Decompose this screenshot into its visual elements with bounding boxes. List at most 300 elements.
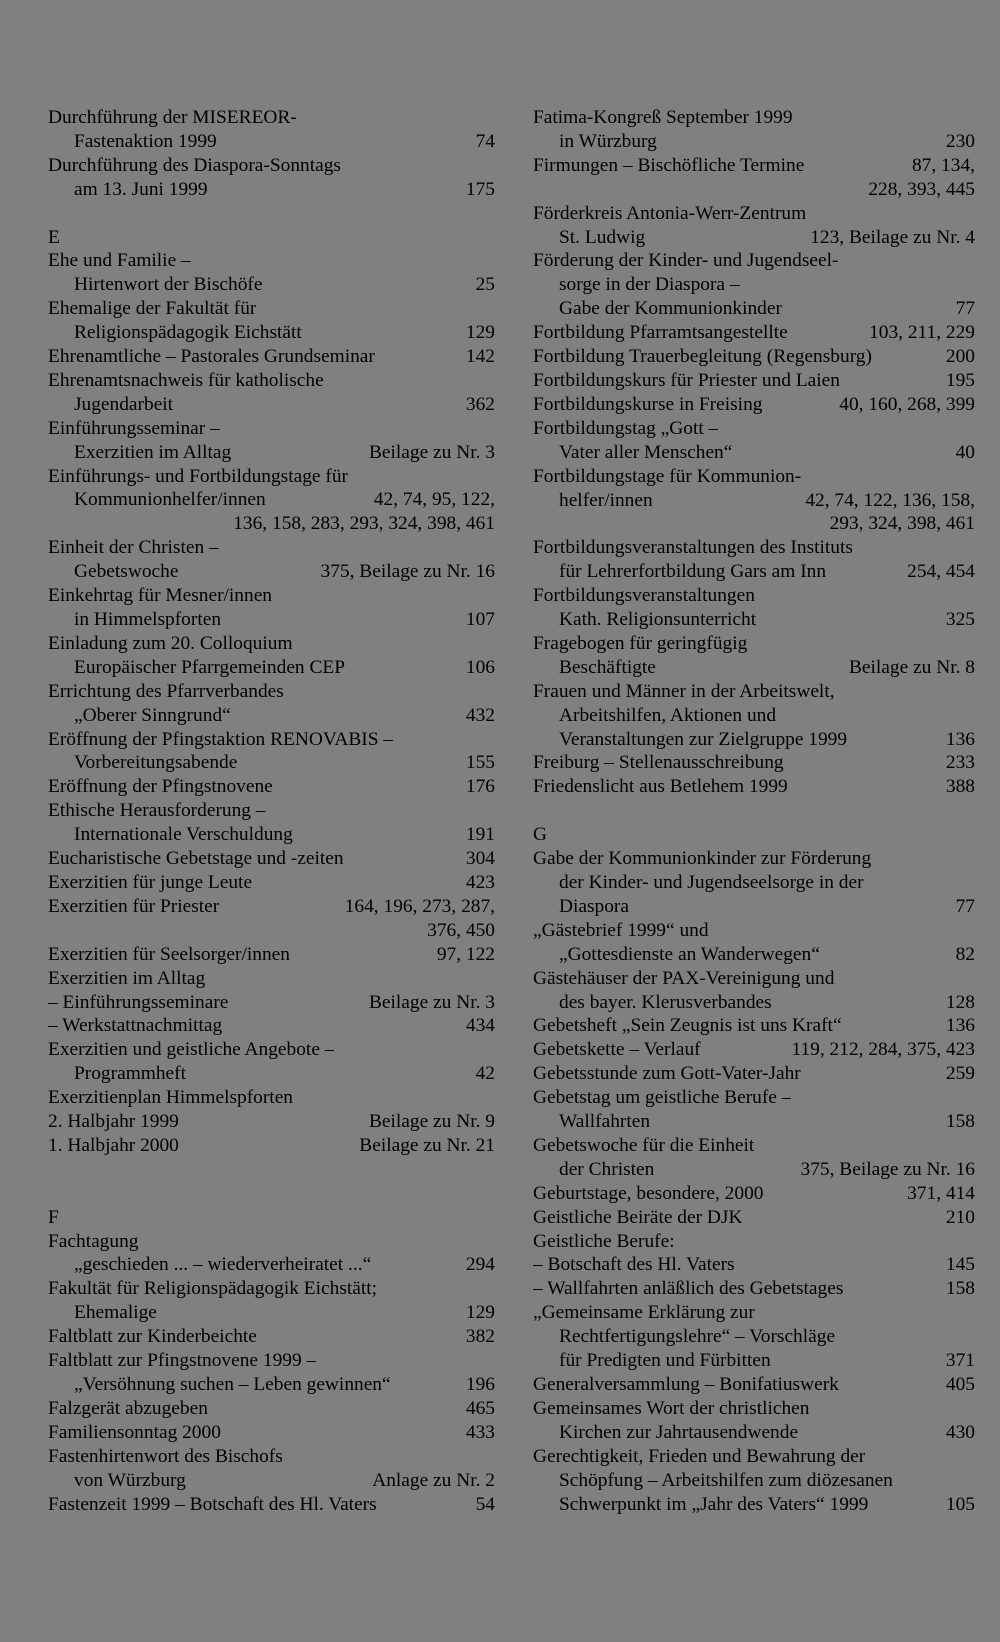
index-entry xyxy=(48,632,495,680)
index-entry xyxy=(533,1397,975,1445)
index-entry-line xyxy=(533,345,975,369)
page-reference: 25 xyxy=(475,274,495,296)
index-entry-line xyxy=(48,178,495,202)
page-reference: 200 xyxy=(945,346,975,368)
index-entry xyxy=(48,680,495,728)
page-reference: 294 xyxy=(465,1254,495,1276)
index-entry-line xyxy=(48,1038,495,1062)
index-entry-line xyxy=(48,1062,495,1086)
index-entry-line xyxy=(533,1349,975,1373)
index-entry-line xyxy=(48,465,495,489)
index-entry-line xyxy=(533,847,975,871)
index-entry xyxy=(533,1182,975,1206)
index-entry-text: Fortbildungstag „Gott – xyxy=(533,417,719,439)
page-reference: 42, 74, 122, 136, 158, xyxy=(805,489,975,511)
index-entry-text: Fortbildungsveranstaltungen xyxy=(533,585,755,607)
index-entry-line xyxy=(48,393,495,417)
index-entry xyxy=(48,345,495,369)
index-entry-text: der Christen xyxy=(559,1158,655,1180)
index-entry xyxy=(48,1493,495,1517)
index-entry xyxy=(533,1014,975,1038)
index-entry-line xyxy=(533,1134,975,1158)
index-entry xyxy=(533,1062,975,1086)
index-entry xyxy=(48,1230,495,1278)
index-entry xyxy=(533,465,975,537)
index-entry-line xyxy=(48,632,495,656)
index-entry-line xyxy=(48,297,495,321)
index-entry-line xyxy=(48,560,495,584)
section-spacer xyxy=(533,799,975,823)
index-entry-line xyxy=(533,1062,975,1086)
index-entry-text: Gebetswoche xyxy=(74,561,179,583)
index-entry-line xyxy=(533,919,975,943)
page-reference: Beilage zu Nr. 3 xyxy=(368,991,495,1013)
page-reference: 164, 196, 273, 287, xyxy=(344,895,495,917)
index-entry xyxy=(533,584,975,632)
index-entry-line xyxy=(533,1014,975,1038)
index-entry-text: Gebetswoche für die Einheit xyxy=(533,1134,755,1156)
index-entry-text: „Gemeinsame Erklärung zur xyxy=(533,1302,755,1324)
index-entry-text: Einführungs- und Fortbildungstage für xyxy=(48,465,348,487)
index-entry-line xyxy=(533,393,975,417)
page-reference: 128 xyxy=(945,991,975,1013)
index-entry-text: Familiensonntag 2000 xyxy=(48,1421,221,1443)
index-entry-text: Fortbildungstage für Kommunion- xyxy=(533,465,802,487)
index-entry-text: „Gottesdienste an Wanderwegen“ xyxy=(559,943,820,965)
index-entry-text: Eröffnung der Pfingstnovene xyxy=(48,776,273,798)
index-entry xyxy=(533,369,975,393)
index-entry xyxy=(533,847,975,919)
page-reference: 87, 134, xyxy=(911,154,975,176)
index-entry-line xyxy=(533,895,975,919)
index-entry-text: Wallfahrten xyxy=(559,1111,651,1133)
index-entry-line xyxy=(48,1230,495,1254)
index-entry-line xyxy=(48,106,495,130)
index-entry-line xyxy=(533,1253,975,1277)
section-spacer xyxy=(48,1158,495,1206)
index-entry-line xyxy=(533,369,975,393)
index-entry xyxy=(533,967,975,1015)
page-reference: Beilage zu Nr. 8 xyxy=(848,656,975,678)
page-reference: 40 xyxy=(955,441,975,463)
index-entry xyxy=(533,106,975,154)
index-entry-text: Fortbildung Trauerbegleitung (Regensburg) xyxy=(533,346,872,368)
page-reference: Beilage zu Nr. 9 xyxy=(368,1111,495,1133)
index-entry-text: für Lehrerfortbildung Gars am Inn xyxy=(559,561,827,583)
index-entry-text: Kommunionhelfer/innen xyxy=(74,489,266,511)
section-letter: G xyxy=(533,824,548,846)
index-entry-line xyxy=(533,130,975,154)
index-entry-line xyxy=(48,273,495,297)
index-entry-text: „Gästebrief 1999“ und xyxy=(533,919,709,941)
index-entry-line xyxy=(48,1493,495,1517)
index-entry xyxy=(48,943,495,967)
index-entry xyxy=(533,154,975,202)
page-reference: 371, 414 xyxy=(907,1182,975,1204)
index-entry-line xyxy=(48,1469,495,1493)
index-entry-line xyxy=(533,991,975,1015)
index-entry-line xyxy=(48,584,495,608)
page-reference: 77 xyxy=(955,298,975,320)
index-entry-text: Geistliche Beiräte der DJK xyxy=(533,1206,743,1228)
index-entry-line xyxy=(533,249,975,273)
index-entry-text: Rechtfertigungslehre“ – Vorschläge xyxy=(559,1326,836,1348)
index-entry xyxy=(48,1086,495,1110)
index-entry-line xyxy=(533,632,975,656)
page-reference: 210 xyxy=(945,1206,975,1228)
index-entry xyxy=(533,1445,975,1517)
index-entry-line xyxy=(533,584,975,608)
index-entry xyxy=(48,1134,495,1158)
index-entry-line xyxy=(533,1110,975,1134)
index-entry-text: Jugendarbeit xyxy=(74,393,174,415)
index-entry-text: Ethische Herausforderung – xyxy=(48,800,266,822)
index-entry-line xyxy=(533,1277,975,1301)
page-reference: Beilage zu Nr. 3 xyxy=(368,441,495,463)
index-entry xyxy=(533,632,975,680)
page-reference: 196 xyxy=(465,1374,495,1395)
index-entry-text: Exerzitien für Priester xyxy=(48,895,220,917)
index-entry-line xyxy=(533,202,975,226)
index-entry-line xyxy=(533,441,975,465)
index-entry-line xyxy=(533,967,975,991)
index-entry xyxy=(48,1325,495,1349)
index-entry xyxy=(533,417,975,465)
index-entry-line xyxy=(533,1230,975,1254)
page-reference: 106 xyxy=(465,656,495,678)
index-entry-text: Fortbildungsveranstaltungen des Instituts xyxy=(533,537,853,559)
page-reference: 97, 122 xyxy=(436,943,495,965)
page-reference: 293, 324, 398, 461 xyxy=(829,513,975,535)
index-entry-text: Beschäftigte xyxy=(559,656,656,678)
index-entry xyxy=(48,967,495,991)
index-entry-line xyxy=(48,656,495,680)
index-entry-text: 1. Halbjahr 2000 xyxy=(48,1134,179,1156)
index-entry-line xyxy=(48,704,495,728)
page-reference: 77 xyxy=(955,895,975,917)
index-entry-text: Gebetsstunde zum Gott-Vater-Jahr xyxy=(533,1063,801,1085)
index-entry xyxy=(48,536,495,584)
page-reference: 423 xyxy=(465,871,495,893)
page-reference: 304 xyxy=(465,848,495,870)
index-entry-text: sorge in der Diaspora – xyxy=(559,274,740,296)
index-entry xyxy=(48,369,495,417)
index-entry-line xyxy=(48,943,495,967)
page-reference: 432 xyxy=(465,704,495,726)
page-reference: 54 xyxy=(475,1493,495,1515)
index-column-left xyxy=(48,106,495,1516)
index-entry-text: Durchführung der MISEREOR- xyxy=(48,107,297,128)
index-entry-text: helfer/innen xyxy=(559,489,653,511)
index-entry-text: Ehemalige der Fakultät für xyxy=(48,298,257,320)
index-entry-text: Frauen und Männer in der Arbeitswelt, xyxy=(533,680,835,702)
index-entry-text: Gabe der Kommunionkinder xyxy=(559,298,782,320)
index-entry xyxy=(48,775,495,799)
page-reference: 82 xyxy=(955,943,975,965)
index-entry xyxy=(48,297,495,345)
page-reference: 230 xyxy=(945,130,975,152)
index-entry-text: Schwerpunkt im „Jahr des Vaters“ 1999 xyxy=(559,1493,869,1515)
page-reference: 382 xyxy=(465,1326,495,1348)
section-letter: F xyxy=(48,1206,59,1228)
index-entry-text: Geistliche Berufe: xyxy=(533,1230,675,1252)
index-entry-text: „Oberer Sinngrund“ xyxy=(74,704,231,726)
index-entry-text: Exerzitien für Seelsorger/innen xyxy=(48,943,290,965)
index-entry-text: Einheit der Christen – xyxy=(48,537,219,559)
index-entry-line xyxy=(48,488,495,512)
index-entry-text: Schöpfung – Arbeitshilfen zum diözesanen xyxy=(559,1469,893,1491)
index-entry xyxy=(48,1014,495,1038)
index-entry-line xyxy=(533,226,975,250)
index-entry-text: Fastenhirtenwort des Bischofs xyxy=(48,1445,283,1467)
index-entry xyxy=(48,1445,495,1493)
page-reference: 388 xyxy=(945,776,975,798)
index-entry-line xyxy=(533,1469,975,1493)
index-entry-line xyxy=(48,345,495,369)
page-reference: 129 xyxy=(465,1302,495,1324)
index-entry-text: Einführungsseminar – xyxy=(48,417,220,439)
index-entry-line xyxy=(533,273,975,297)
index-entry-line xyxy=(533,1445,975,1469)
index-entry xyxy=(48,799,495,847)
index-entry-text: Fortbildungskurse in Freising xyxy=(533,393,763,415)
index-entry-text: in Himmelspforten xyxy=(74,609,222,631)
index-entry-line xyxy=(533,154,975,178)
index-entry xyxy=(48,1397,495,1421)
index-entry xyxy=(48,154,495,202)
index-entry xyxy=(48,249,495,297)
index-entry xyxy=(48,991,495,1015)
index-entry-text: Eucharistische Gebetstage und -zeiten xyxy=(48,848,344,870)
index-entry xyxy=(48,847,495,871)
index-entry-line xyxy=(533,536,975,560)
index-entry-text: Fachtagung xyxy=(48,1230,139,1252)
index-entry xyxy=(533,775,975,799)
index-entry-line xyxy=(48,1397,495,1421)
index-entry-line xyxy=(533,178,975,202)
index-entry-text: Gabe der Kommunionkinder zur Förderung xyxy=(533,848,872,870)
index-entry-text: Freiburg – Stellenausschreibung xyxy=(533,752,784,774)
index-entry-line xyxy=(533,489,975,513)
page-reference: 158 xyxy=(945,1278,975,1300)
index-entry-line xyxy=(48,1253,495,1277)
index-entry-line xyxy=(48,1014,495,1038)
index-entry xyxy=(48,1038,495,1086)
index-entry-text: – Wallfahrten anläßlich des Gebetstages xyxy=(533,1278,844,1300)
index-entry-line xyxy=(48,1277,495,1301)
index-entry-text: Exerzitien und geistliche Angebote – xyxy=(48,1039,335,1061)
index-entry-line xyxy=(533,1038,975,1062)
index-entry-text: für Predigten und Fürbitten xyxy=(559,1350,771,1372)
index-entry-text: Firmungen – Bischöfliche Termine xyxy=(533,154,805,176)
index-entry-text: des bayer. Klerusverbandes xyxy=(559,991,772,1013)
index-entry xyxy=(48,1349,495,1397)
index-entry-line xyxy=(48,321,495,345)
index-entry-text: Kirchen zur Jahrtausendwende xyxy=(559,1421,799,1443)
index-entry xyxy=(533,393,975,417)
page-reference: 129 xyxy=(465,322,495,344)
index-entry-line xyxy=(48,369,495,393)
index-entry-line xyxy=(48,1445,495,1469)
page-reference: 371 xyxy=(945,1350,975,1372)
page-reference: 42 xyxy=(475,1063,495,1085)
index-entry-line xyxy=(48,1301,495,1325)
section-letter: E xyxy=(48,226,60,248)
index-entry-text: Ehrenamtsnachweis für katholische xyxy=(48,369,324,391)
page-reference: 433 xyxy=(465,1421,495,1443)
page-reference: 74 xyxy=(475,130,495,152)
index-entry-text: Vater aller Menschen“ xyxy=(559,441,733,463)
index-entry-line xyxy=(48,1349,495,1373)
index-entry-text: Exerzitienplan Himmelspforten xyxy=(48,1087,293,1109)
index-entry-text: Faltblatt zur Kinderbeichte xyxy=(48,1326,257,1348)
index-entry xyxy=(48,728,495,776)
index-entry xyxy=(533,321,975,345)
index-entry-line xyxy=(48,417,495,441)
index-entry-line xyxy=(48,1421,495,1445)
index-entry-line xyxy=(48,728,495,752)
index-entry xyxy=(48,106,495,154)
page-reference: 103, 211, 229 xyxy=(869,322,975,344)
index-entry xyxy=(533,536,975,584)
index-entry-text: 2. Halbjahr 1999 xyxy=(48,1111,179,1133)
index-entry-line xyxy=(48,991,495,1015)
index-entry-line xyxy=(48,1110,495,1134)
index-entry-text: Fastenzeit 1999 – Botschaft des Hl. Vaters xyxy=(48,1493,377,1515)
index-entry-text: Arbeitshilfen, Aktionen und xyxy=(559,704,777,726)
page-reference: 376, 450 xyxy=(427,919,495,941)
index-entry xyxy=(48,1110,495,1134)
index-entry xyxy=(533,249,975,321)
index-entry-text: Gebetstag um geistliche Berufe – xyxy=(533,1087,792,1109)
index-entry-line xyxy=(533,417,975,441)
index-entry-text: Kath. Religionsunterricht xyxy=(559,609,757,631)
index-entry xyxy=(48,871,495,895)
index-entry-line xyxy=(533,704,975,728)
index-entry-line xyxy=(533,1158,975,1182)
index-entry-line xyxy=(533,680,975,704)
index-entry xyxy=(48,417,495,465)
index-entry-text: Falzgerät abzugeben xyxy=(48,1397,208,1419)
index-entry-text: „Versöhnung suchen – Leben gewinnen“ xyxy=(74,1374,391,1395)
index-entry-line xyxy=(48,1325,495,1349)
page-reference: 105 xyxy=(945,1493,975,1515)
page-reference: 119, 212, 284, 375, 423 xyxy=(791,1039,975,1061)
index-entry xyxy=(533,1206,975,1230)
index-entry-line xyxy=(533,465,975,489)
index-entry-text: Exerzitien im Alltag xyxy=(48,967,206,989)
index-entry-line xyxy=(48,823,495,847)
index-entry-text: Diaspora xyxy=(559,895,629,917)
page-reference: 136 xyxy=(945,1015,975,1037)
index-entry-text: Einkehrtag für Mesner/innen xyxy=(48,585,272,607)
page-reference: 325 xyxy=(945,609,975,631)
index-entry-text: Errichtung des Pfarrverbandes xyxy=(48,680,284,702)
section-spacer xyxy=(48,202,495,226)
page-reference: 136, 158, 283, 293, 324, 398, 461 xyxy=(233,513,495,535)
index-entry-line xyxy=(533,297,975,321)
page-reference: 465 xyxy=(465,1397,495,1419)
index-entry-text: Gebetskette – Verlauf xyxy=(533,1039,701,1061)
index-entry-line xyxy=(533,751,975,775)
index-entry-line xyxy=(533,1421,975,1445)
index-entry-text: „geschieden ... – wiederverheiratet ...“ xyxy=(74,1254,372,1276)
index-column-right xyxy=(533,106,975,1516)
page-reference: 434 xyxy=(465,1015,495,1037)
index-entry-text: von Würzburg xyxy=(74,1469,186,1491)
index-entry-text: Religionspädagogik Eichstätt xyxy=(74,322,302,344)
index-entry-text: Ehrenamtliche – Pastorales Grundseminar xyxy=(48,346,375,368)
page-reference: 191 xyxy=(465,824,495,846)
index-entry-line xyxy=(533,1182,975,1206)
index-entry-text: Fragebogen für geringfügig xyxy=(533,632,748,654)
index-entry-line xyxy=(533,943,975,967)
index-entry xyxy=(533,1253,975,1277)
index-entry-line xyxy=(48,895,495,919)
index-entry xyxy=(48,895,495,943)
index-entry-line xyxy=(533,1325,975,1349)
page-reference: 233 xyxy=(945,752,975,774)
index-entry-text: Förderkreis Antonia-Werr-Zentrum xyxy=(533,202,807,224)
index-entry-line xyxy=(533,1493,975,1517)
index-entry-line xyxy=(533,775,975,799)
index-entry-text: Eröffnung der Pfingstaktion RENOVABIS – xyxy=(48,728,394,750)
index-entry-text: – Werkstattnachmittag xyxy=(48,1015,223,1037)
index-entry xyxy=(533,1301,975,1373)
index-entry-text: Veranstaltungen zur Zielgruppe 1999 xyxy=(559,728,848,750)
page-reference: 42, 74, 95, 122, xyxy=(373,489,495,511)
page-reference: 228, 393, 445 xyxy=(868,178,975,200)
index-entry-line xyxy=(533,728,975,752)
index-entry-line xyxy=(48,512,495,536)
index-entry xyxy=(533,1086,975,1134)
index-entry xyxy=(533,751,975,775)
page-reference: 375, Beilage zu Nr. 16 xyxy=(320,561,495,583)
page-reference: 145 xyxy=(945,1254,975,1276)
page-reference: Beilage zu Nr. 21 xyxy=(359,1134,495,1156)
index-entry-line xyxy=(48,1134,495,1158)
index-entry-line xyxy=(48,1086,495,1110)
index-entry-line xyxy=(533,106,975,130)
index-entry-line xyxy=(48,680,495,704)
index-entry-text: Fortbildungskurs für Priester und Laien xyxy=(533,369,840,391)
index-entry-text: Gemeinsames Wort der christlichen xyxy=(533,1397,810,1419)
index-entry-line xyxy=(48,799,495,823)
page-reference: 405 xyxy=(945,1374,975,1396)
index-entry xyxy=(533,345,975,369)
index-entry-line xyxy=(48,871,495,895)
index-entry xyxy=(533,680,975,752)
page-reference: 142 xyxy=(465,346,495,368)
index-entry-text: Gästehäuser der PAX-Vereinigung und xyxy=(533,967,835,989)
page-reference: 259 xyxy=(945,1063,975,1085)
index-entry-line xyxy=(533,560,975,584)
index-entry-text: Fortbildung Pfarramtsangestellte xyxy=(533,322,788,344)
page-reference: 123, Beilage zu Nr. 4 xyxy=(810,226,975,248)
index-entry-line xyxy=(48,130,495,154)
page-reference: Anlage zu Nr. 2 xyxy=(372,1469,495,1491)
index-entry xyxy=(533,1134,975,1182)
index-entry-line xyxy=(48,1373,495,1397)
index-entry-line xyxy=(48,751,495,775)
index-entry-text: Faltblatt zur Pfingstnovene 1999 – xyxy=(48,1350,317,1372)
index-entry-line xyxy=(48,608,495,632)
index-entry-text: Gerechtigkeit, Frieden und Bewahrung der xyxy=(533,1445,866,1467)
page-reference: 430 xyxy=(945,1421,975,1443)
index-entry-text: Ehe und Familie – xyxy=(48,250,191,272)
index-entry-line xyxy=(48,847,495,871)
index-entry-line xyxy=(533,1397,975,1421)
